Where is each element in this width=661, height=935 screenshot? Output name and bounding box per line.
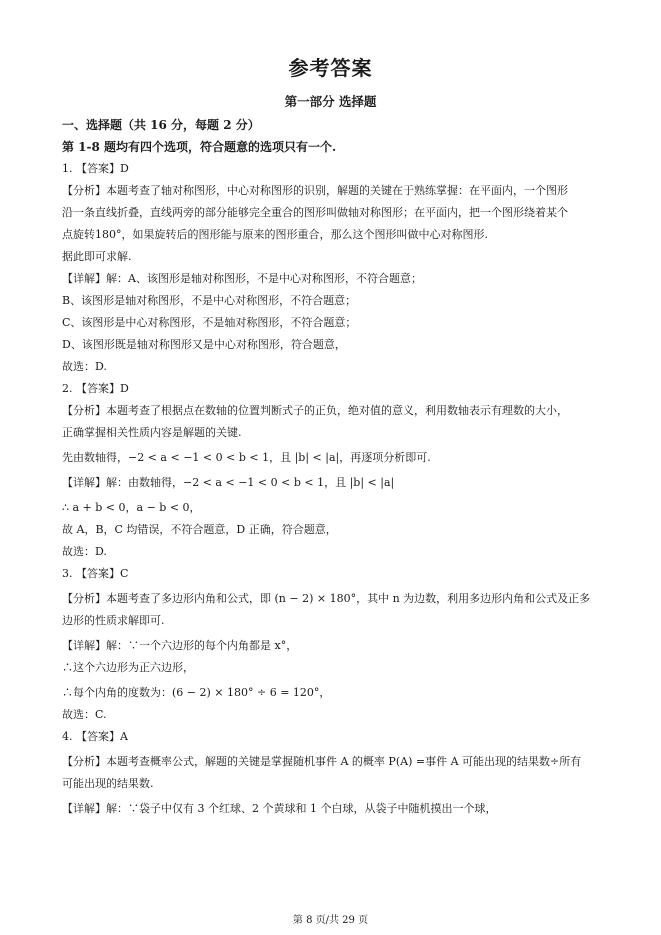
answer-line: 【详解】解：A、该图形是轴对称图形，不是中心对称图形，不符合题意； <box>62 272 422 285</box>
answer-line: 点旋转180°，如果旋转后的图形能与原来的图形重合，那么这个图形叫做中心对称图形. <box>62 228 488 241</box>
answer-line: 【详解】解：由数轴得，−2 < a < −1 < 0 < b < 1，且 |b| < |a| <box>62 476 395 489</box>
answer-line: 【详解】解：∵袋子中仅有 3 个红球、2 个黄球和 1 个白球，从袋子中随机摸出一个球， <box>62 802 497 815</box>
answer-line: 【分析】本题考查了根据点在数轴的位置判断式子的正负，绝对值的意义，利用数轴表示有理数的大小， <box>62 404 568 417</box>
answer-line: 【详解】解：∵一个六边形的每个内角都是 x°， <box>62 639 298 652</box>
answer-line: 边形的性质求解即可. <box>62 614 165 627</box>
answer-line: 故 A，B，C 均错误，不符合题意，D 正确，符合题意， <box>62 523 337 536</box>
answer-line: C、该图形是中心对称图形，不是轴对称图形，不符合题意； <box>62 316 357 329</box>
answer-line: 沿一条直线折叠，直线两旁的部分能够完全重合的图形叫做轴对称图形；在平面内，把一个图形绕着某个 <box>62 206 568 219</box>
answer-line: 【分析】本题考查概率公式，解题的关键是掌握随机事件 A 的概率 P(A) =事件 A 可能出现的结果数÷所有 <box>62 755 582 768</box>
answer-line: 【分析】本题考查了轴对称图形，中心对称图形的识别，解题的关键在于熟练掌握：在平面内，一个图形 <box>62 184 568 197</box>
answer-line: 正确掌握相关性质内容是解题的关键. <box>62 426 242 439</box>
answer-line: 可能出现的结果数. <box>62 777 154 790</box>
answer-line: 故选：D. <box>62 545 107 558</box>
answer-line: 4. 【答案】A <box>62 730 128 743</box>
answer-line: 故选：D. <box>62 360 107 373</box>
page-title: 参考答案 <box>288 56 373 80</box>
section-heading: 一、选择题（共 16 分，每题 2 分） <box>62 118 260 132</box>
answer-line: B、该图形是轴对称图形，不是中心对称图形，不符合题意； <box>62 294 357 307</box>
answer-line: 1. 【答案】D <box>62 162 129 175</box>
answer-line: 3. 【答案】C <box>62 567 129 580</box>
answer-content <box>62 114 602 820</box>
answer-line: 2. 【答案】D <box>62 382 129 395</box>
section-instruction: 第 1-8 题均有四个选项，符合题意的选项只有一个. <box>62 140 337 154</box>
answer-line: 据此即可求解. <box>62 250 132 263</box>
answer-line: 先由数轴得，−2 < a < −1 < 0 < b < 1，且 |b| < |a|，再逐项分析即可. <box>62 451 431 464</box>
page-footer: 第 8 页/共 29 页 <box>292 915 369 926</box>
answer-line: D、该图形既是轴对称图形又是中心对称图形，符合题意， <box>62 338 346 351</box>
part-title: 第一部分 选择题 <box>284 94 377 109</box>
answer-line: ∴每个内角的度数为：(6 − 2) × 180° ÷ 6 = 120°， <box>62 686 331 699</box>
answer-line: ∴这个六边形为正六边形， <box>62 661 194 674</box>
answer-line: ∴ a + b < 0，a − b < 0， <box>62 501 201 514</box>
answer-line: 【分析】本题考查了多边形内角和公式，即 (n − 2) × 180°，其中 n 为边数，利用多边形内角和公式及正多 <box>62 592 591 605</box>
answer-line: 故选：C. <box>62 708 107 721</box>
